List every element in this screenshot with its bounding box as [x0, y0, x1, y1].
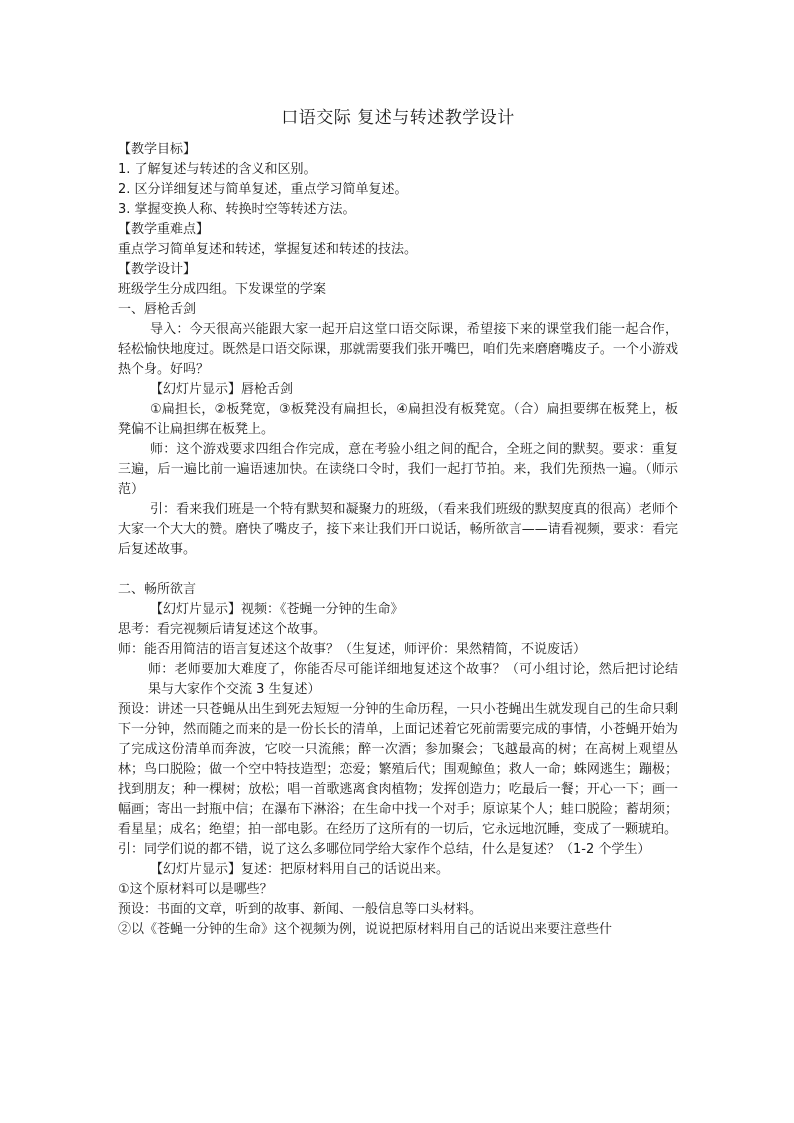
section2-preset: 预设：讲述一只苍蝇从出生到死去短短一分钟的生命历程，一只小苍蝇出生就发现自己的生命只剩下一分钟，然而随之而来的是一份长长的清单，上面记述着它死前需要完成的事情，小苍蝇开始为了完成这份清单而奔波，它咬一只流熊；醉一次酒；参加聚会；飞越最高的树；在高树上观望丛林；鸟口脱险；做一个空中特技造型；恋爱；繁殖后代；围观鲸鱼；救人一命；蛛网逃生；蹦极；找到朋友；种一棵树；放松；唱一首歌逃离食肉植物；发挥创造力；吃最后一餐；开心一下；画一幅画；寄出一封瓶中信；在瀑布下淋浴；在生命中找一个对手；原谅某个人；蛙口脱险；蓄胡须；看星星；成名；绝望；拍一部电影。在经历了这所有的一切后，它永远地沉睡，变成了一颗琥珀。: [118, 702, 678, 837]
section1-teacher: 师：这个游戏要求四组合作完成，意在考验小组之间的配合，全班之间的默契。要求：重复三遍，后一遍比前一遍语速加快。在读绕口令时，我们一起打节拍。来，我们先预热一遍。（师示范）: [118, 442, 678, 497]
section1-slide: 【幻灯片显示】唇枪舌剑: [150, 382, 294, 397]
goal-item: 1. 了解复述与转述的含义和区别。: [118, 162, 317, 177]
section2-q4: ②以《苍蝇一分钟的生命》这个视频为例，说说把原材料用自己的话说出来要注意些什: [118, 922, 613, 937]
section2-preset2: 预设：书面的文章，听到的故事、新闻、一般信息等口头材料。: [118, 902, 483, 917]
section2-think: 思考：看完视频后请复述这个故事。: [118, 622, 327, 637]
section1-heading: 一、唇枪舌剑: [118, 302, 197, 317]
section2-slide2: 【幻灯片显示】复述：把原材料用自己的话说出来。: [150, 862, 450, 877]
page-title: 口语交际 复述与转述教学设计: [281, 108, 515, 128]
section1-transition: 引：看来我们班是一个特有默契和凝聚力的班级，（看来我们班级的默契度真的很高）老师个大家一个大大的赞。磨快了嘴皮子，接下来让我们开口说话，畅所欲言——请看视频，要求：看完后复述故事。: [118, 502, 678, 557]
section1-lead: 导入：今天很高兴能跟大家一起开启这堂口语交际课，希望接下来的课堂我们能一起合作，轻松愉快地度过。既然是口语交际课，那就需要我们张开嘴巴，咱们先来磨磨嘴皮子。一个小游戏热个身。好吗？: [118, 322, 678, 377]
tongue-twister: ①扁担长，②板凳宽，③板凳没有扁担长，④扁担没有板凳宽。（合）扁担要绑在板凳上，板凳偏不让扁担绑在板凳上。: [118, 402, 678, 437]
design-intro: 班级学生分成四组。下发课堂的学案: [118, 282, 327, 297]
section2-q1: 师：能否用简洁的语言复述这个故事？（生复述，师评价：果然精简，不说废话）: [118, 642, 587, 657]
design-heading: 【教学设计】: [118, 262, 197, 277]
goal-item: 2. 区分详细复述与简单复述，重点学习简单复述。: [118, 182, 408, 197]
section2-heading: 二、畅所欲言: [118, 582, 197, 597]
key-points-text: 重点学习简单复述和转述，掌握复述和转述的技法。: [118, 242, 418, 257]
section2-transition: 引：同学们说的都不错，说了这么多哪位同学给大家作个总结，什么是复述？（1-2 个学生）: [118, 842, 651, 857]
section2-q3: ①这个原材料可以是哪些？: [118, 882, 273, 897]
key-points-heading: 【教学重难点】: [118, 222, 210, 237]
spacer: [118, 560, 678, 580]
section2-q2: 师：老师要加大难度了，你能否尽可能详细地复述这个故事？（可小组讨论，然后把讨论结果与大家作个交流 3 生复述）: [148, 662, 678, 697]
section2-slide: 【幻灯片显示】视频：《苍蝇一分钟的生命》: [150, 602, 404, 617]
goal-item: 3. 掌握变换人称、转换时空等转述方法。: [118, 202, 356, 217]
document-page: [118, 100, 678, 940]
goals-heading: 【教学目标】: [118, 142, 197, 157]
